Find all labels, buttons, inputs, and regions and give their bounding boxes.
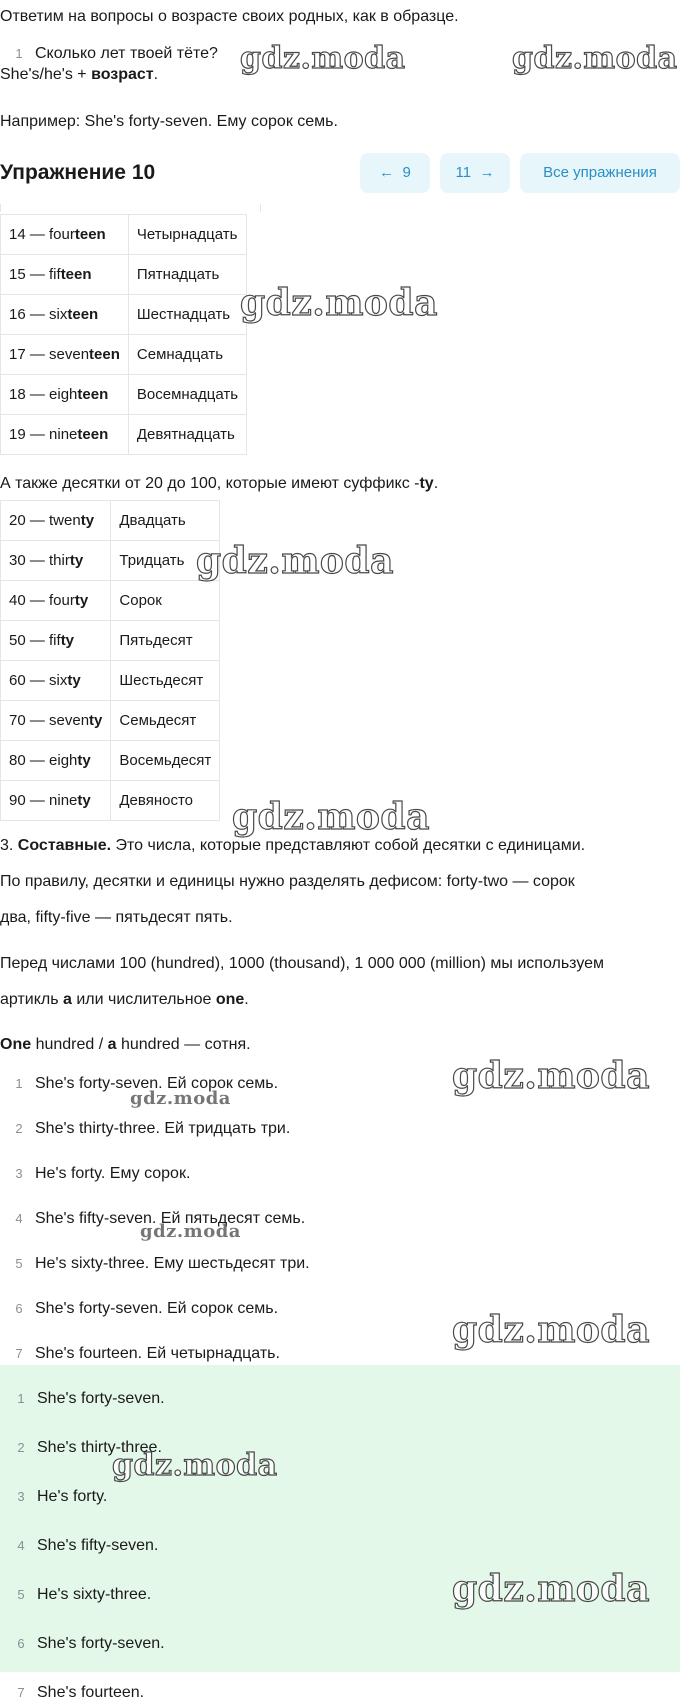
list-item-number: 6 [17,1636,25,1651]
hundred-one: One [0,1036,32,1053]
number-en-stem: 70 — seven [9,712,90,729]
number-ru-cell: Пятнадцать [128,255,246,295]
number-en-cell [1,215,129,255]
article-line-2 [0,989,249,1011]
tens-row [1,781,220,821]
list-item-number: 7 [15,1346,23,1361]
prev-exercise-label: 9 [402,164,411,181]
number-en-cell [1,701,111,741]
tens-row [1,581,220,621]
number-en-cell [1,295,129,335]
number-en-stem: 90 — nine [9,792,78,809]
article-line-1: Перед числами 100 (hundred), 1000 (thousand), 1 000 000 (million) мы используем [0,955,605,972]
number-en-stem: 80 — eigh [9,752,78,769]
number-ru-cell: Восемьдесят [111,741,220,781]
article-mid: или числительное [71,991,216,1008]
watermark: gdz.moda [452,1055,650,1097]
hundred-end: hundred — сотня. [116,1036,251,1053]
hundred-mid: hundred / [31,1036,108,1053]
number-en-stem: 30 — thir [9,552,70,569]
number-en-suffix: teen [89,346,120,363]
exercise-title: Упражнение 10 [0,161,156,184]
watermark: gdz.moda [112,1448,278,1483]
number-en-stem: 20 — twen [9,512,81,529]
prev-exercise-button[interactable] [360,153,430,193]
teens-row [1,255,247,295]
watermark: gdz.moda [240,41,406,76]
number-en-cell [1,501,111,541]
tens-row [1,741,220,781]
list-item-text: He's sixty-three. [37,1586,152,1603]
tens-row [1,501,220,541]
number-ru-cell: Девяносто [111,781,220,821]
list-item-text: He's forty. [37,1488,108,1505]
hundred-a: a [107,1036,117,1053]
tens-row [1,661,220,701]
list-item-number: 3 [15,1166,23,1181]
list-item-text: She's forty-seven. Ей сорок семь. [35,1075,279,1092]
list-item-text: She's forty-seven. Ей сорок семь. [35,1300,279,1317]
list-item-number: 3 [17,1489,25,1504]
number-ru-cell: Тридцать [111,541,220,581]
number-en-cell [1,661,111,701]
number-en-suffix: ty [77,792,91,809]
list-item-text: He's forty. Ему сорок. [35,1165,191,1182]
composite-line-1 [0,835,585,857]
tens-intro-text [0,473,438,495]
number-en-suffix: ty [80,512,95,529]
watermark: gdz.moda [196,540,394,582]
list-item-text: He's sixty-three. Ему шестьдесят три. [35,1255,310,1272]
composite-number: 3. [0,837,18,854]
list-item-number: 4 [15,1211,23,1226]
number-en-cell [1,741,111,781]
number-en-stem: 14 — four [9,226,75,243]
number-en-stem: 15 — fif [9,266,61,283]
tens-row [1,541,220,581]
list-item-text: She's fifty-seven. [37,1537,159,1554]
teens-row [1,375,247,415]
tens-table-body [1,501,220,821]
number-en-stem: 18 — eigh [9,386,78,403]
article-end: . [244,991,249,1008]
tens-intro-suffix: ty [419,475,434,492]
teens-row [1,215,247,255]
composite-line-2: По правилу, десятки и единицы нужно разделять дефисом: forty-two — сорок [0,873,575,890]
teens-row [1,415,247,455]
composite-text: Это числа, которые представляют собой десятки с единицами. [111,837,586,854]
number-en-cell [1,621,111,661]
next-exercise-button[interactable] [440,153,510,193]
list-item-number: 1 [15,1076,23,1091]
number-en-suffix: ty [67,672,81,689]
pattern-suffix: . [153,66,159,83]
list-item-text: She's fourteen. [37,1684,145,1701]
number-ru-cell: Шестьдесят [111,661,220,701]
number-ru-cell: Сорок [111,581,220,621]
teens-row [1,295,247,335]
number-en-stem: 40 — four [9,592,75,609]
list-item-number: 4 [17,1538,25,1553]
next-exercise-label: 11 [455,164,472,181]
number-en-stem: 50 — fif [9,632,61,649]
tens-intro-main: А также десятки от 20 до 100, которые имеют суффикс - [0,475,420,492]
teens-table-body [1,215,247,455]
number-en-stem: 16 — six [9,306,68,323]
list-item-number: 1 [17,1391,25,1406]
number-ru-cell: Семнадцать [128,335,246,375]
article-a: a [63,991,72,1008]
list-item-number: 2 [17,1440,25,1455]
hundred-line [0,1034,251,1056]
composite-bold: Составные. [17,837,112,854]
composite-line-3: два, fifty-five — пятьдесят пять. [0,909,233,926]
number-en-suffix: ty [89,712,103,729]
number-en-cell [1,415,129,455]
question-number: 1 [15,46,23,61]
list-item-text: She's thirty-three. [37,1439,162,1456]
list-item-text: She's fourteen. Ей четырнадцать. [35,1345,280,1362]
arrow-left-icon: ← [379,164,395,181]
number-en-stem: 19 — nine [9,426,78,443]
teens-row [1,335,247,375]
example-text: Например: She's forty-seven. Ему сорок семь. [0,113,338,130]
number-ru-cell: Двадцать [111,501,220,541]
tens-row [1,701,220,741]
watermark: gdz.moda [452,1568,650,1610]
list-item-text: She's thirty-three. Ей тридцать три. [35,1120,291,1137]
number-en-suffix: teen [77,426,109,443]
pattern-prefix: She's/he's + [0,66,92,83]
instruction-text: Ответим на вопросы о возрасте своих родных, как в образце. [0,8,459,25]
number-ru-cell: Четырнадцать [128,215,246,255]
pattern-text [0,64,158,86]
tens-table [0,500,220,821]
all-exercises-button[interactable]: Все упражнения [520,153,680,193]
number-en-suffix: ty [74,592,89,609]
list-item-number: 5 [15,1256,23,1271]
list-item-number: 6 [15,1301,23,1316]
watermark: gdz.moda [232,796,430,838]
pattern-bold: возраст [91,66,154,83]
list-item-text: She's forty-seven. [37,1390,165,1407]
number-en-cell [1,335,129,375]
number-en-suffix: teen [60,266,92,283]
watermark: gdz.moda [140,1221,241,1242]
number-en-cell [1,581,111,621]
number-en-suffix: teen [74,226,106,243]
number-en-suffix: ty [60,632,75,649]
teens-table [0,214,247,455]
number-en-stem: 17 — seven [9,346,90,363]
tens-intro-end: . [433,475,439,492]
number-ru-cell: Девятнадцать [128,415,246,455]
number-en-suffix: ty [77,752,91,769]
number-en-cell [1,255,129,295]
article-pre: артикль [0,991,64,1008]
number-ru-cell: Семьдесят [111,701,220,741]
tens-row [1,621,220,661]
list-item-number: 2 [15,1121,23,1136]
number-en-suffix: teen [67,306,99,323]
number-ru-cell: Шестнадцать [128,295,246,335]
number-en-cell [1,541,111,581]
number-en-cell [1,781,111,821]
answers-box [0,1365,680,1701]
watermark: gdz.moda [240,282,438,324]
list-item-text: She's forty-seven. [37,1635,165,1652]
watermark: gdz.moda [512,41,678,76]
number-en-stem: 60 — six [9,672,68,689]
article-one: one [215,991,245,1008]
number-en-suffix: teen [77,386,109,403]
number-en-suffix: ty [69,552,84,569]
watermark: gdz.moda [130,1088,231,1109]
question-text: Сколько лет твоей тёте? [35,45,218,62]
number-ru-cell: Пятьдесят [111,621,220,661]
table-top-edge [0,204,261,212]
arrow-right-icon: → [479,164,495,181]
number-en-cell [1,375,129,415]
list-item-number: 5 [17,1587,25,1602]
list-item-text: She's fifty-seven. Ей пятьдесят семь. [35,1210,306,1227]
watermark: gdz.moda [452,1309,650,1351]
list-item-number: 7 [17,1685,25,1700]
number-ru-cell: Восемнадцать [128,375,246,415]
